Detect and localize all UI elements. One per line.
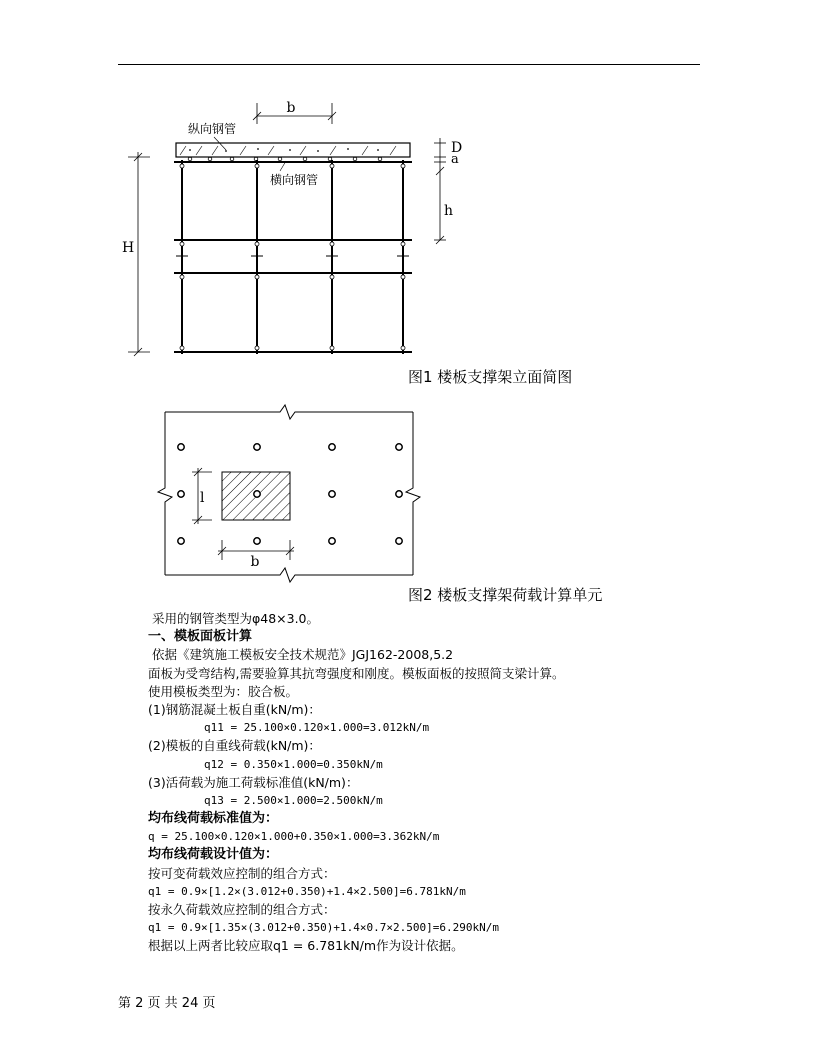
- formula-q11: q11 = 25.100×0.120×1.000=3.012kN/m: [204, 721, 430, 735]
- basis-line: 依据《建筑施工模板安全技术规范》JGJ162-2008,5.2: [152, 647, 454, 663]
- formula-q1-variable: q1 = 0.9×[1.2×(3.012+0.350)+1.4×2.500]=6.781kN/m: [148, 884, 466, 898]
- section-heading: 一、模板面板计算: [148, 629, 253, 645]
- dim-h-label: h: [444, 203, 454, 219]
- slab: [176, 143, 410, 157]
- dim-H-label: H: [122, 240, 135, 256]
- panel-description: 面板为受弯结构,需要验算其抗弯强度和刚度。模板面板的按照简支梁计算。: [148, 665, 565, 681]
- load-item-1: (1)钢筋混凝土板自重(kN/m)：: [148, 701, 321, 717]
- document-body: [148, 610, 708, 956]
- pipe-type-line: 采用的钢管类型为φ48×3.0。: [152, 611, 320, 626]
- dim-D-label: D: [451, 140, 463, 156]
- standard-load-heading: 均布线荷载标准值为：: [148, 811, 279, 827]
- load-item-3: (3)活荷载为施工荷载标准值(kN/m)：: [148, 774, 359, 790]
- longitudinal-tube-label: 纵向钢管: [188, 122, 237, 136]
- transverse-tube-label: 横向钢管: [270, 173, 319, 187]
- figure2-plan: [158, 405, 420, 582]
- dim-b2-label: b: [250, 554, 260, 570]
- conclusion-line: 根据以上两者比较应取q1 = 6.781kN/m作为设计依据。: [148, 938, 464, 954]
- figure1-caption: 图1 楼板支撑架立面简图: [408, 368, 573, 386]
- formula-q12: q12 = 0.350×1.000=0.350kN/m: [204, 757, 383, 771]
- dim-b-label: b: [286, 100, 296, 116]
- formula-q13: q13 = 2.500×1.000=2.500kN/m: [204, 793, 383, 807]
- load-item-2: (2)模板的自重线荷载(kN/m)：: [148, 738, 321, 754]
- dim-l-label: l: [200, 490, 205, 506]
- dim-a-label: a: [451, 152, 459, 167]
- design-load-heading: 均布线荷载设计值为：: [148, 847, 279, 863]
- formula-q: q = 25.100×0.120×1.000+0.350×1.000=3.362kN/m: [148, 830, 440, 844]
- panel-type-line: 使用模板类型为：胶合板。: [148, 683, 299, 699]
- variable-combination-label: 按可变荷载效应控制的组合方式：: [148, 865, 336, 881]
- formula-q1-permanent: q1 = 0.9×[1.35×(3.012+0.350)+1.4×0.7×2.500]=6.290kN/m: [148, 921, 499, 935]
- figure1-elevation: [122, 100, 462, 356]
- figure2-caption: 图2 楼板支撑架荷载计算单元: [408, 586, 603, 604]
- page-footer: 第 2 页 共 24 页: [118, 996, 216, 1011]
- permanent-combination-label: 按永久荷载效应控制的组合方式：: [148, 902, 336, 917]
